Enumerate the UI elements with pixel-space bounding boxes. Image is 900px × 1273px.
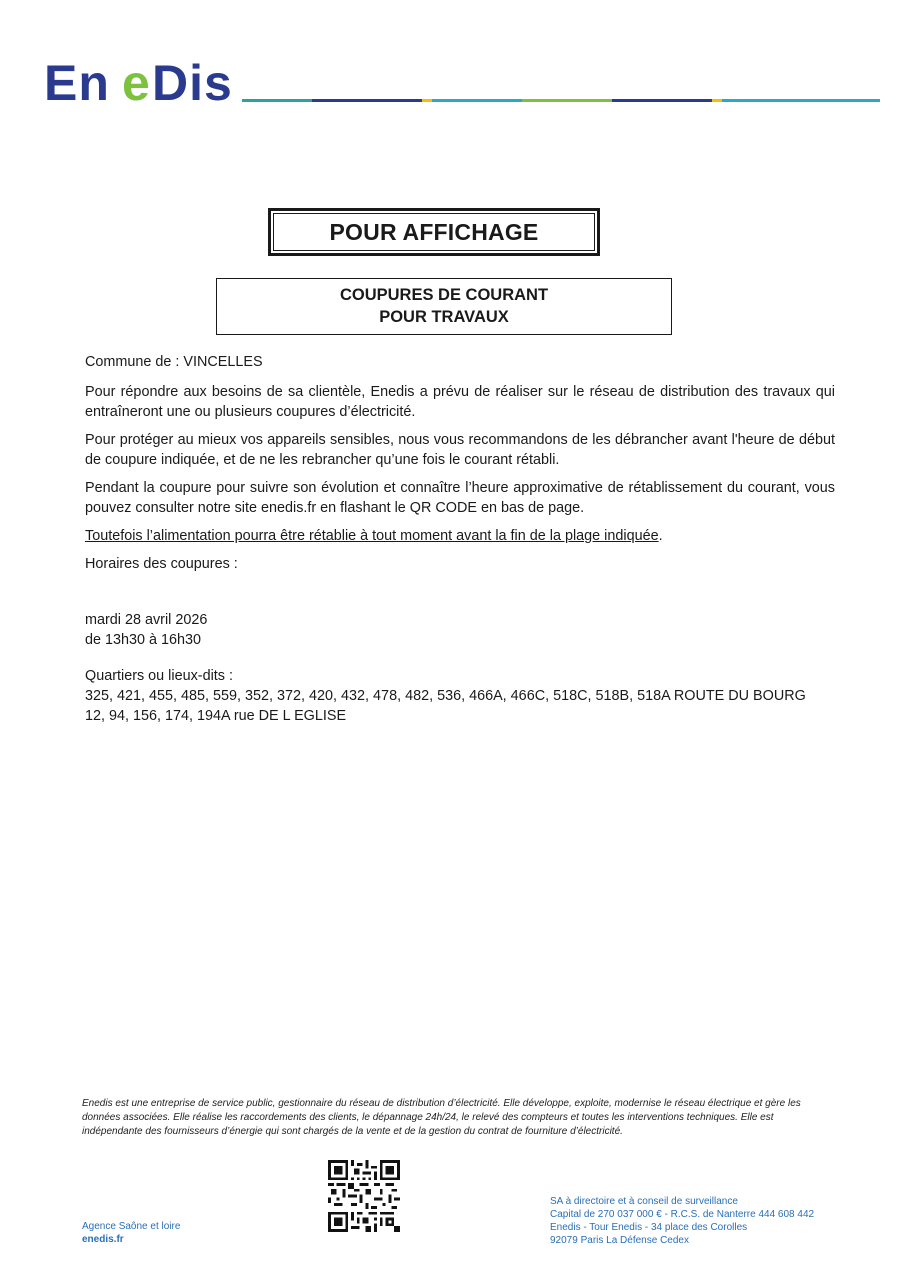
schedule-label: Horaires des coupures : [85, 556, 238, 572]
restore-warning-end: . [658, 528, 663, 544]
restore-warning-text: Toutefois l’alimentation pourra être rétablie à tout moment avant la fin de la plage indiquée [85, 528, 659, 544]
svg-text:Dis: Dis [152, 56, 233, 108]
notice-heading-box [216, 278, 672, 335]
protection-paragraph: Pour protéger au mieux vos appareils sensibles, nous vous recommandons de les débrancher avant l'heure de début de coupure indiquée, et de ne les rebrancher qu’une fois le courant rétabli. [85, 432, 835, 468]
outage-date: mardi 28 avril 2026 [85, 612, 208, 628]
company-line-4: 92079 Paris La Défense Cedex [550, 1235, 689, 1246]
company-info [550, 1195, 814, 1247]
poster-title-box [268, 208, 600, 256]
areas-line-1: 325, 421, 455, 485, 559, 352, 372, 420, 432, 478, 482, 536, 466A, 466C, 518C, 518B, 518A ROUTE DU BOURG [85, 688, 806, 704]
restore-warning [85, 526, 835, 546]
outage-time: de 13h30 à 16h30 [85, 632, 202, 648]
svg-text:e: e [122, 56, 150, 108]
company-line-1: SA à directoire et à conseil de surveillance [550, 1196, 738, 1207]
company-line-2: Capital de 270 037 000 € - R.C.S. de Nanterre 444 608 442 [550, 1209, 815, 1220]
agency-name: Agence Saône et loire [82, 1221, 181, 1232]
follow-paragraph: Pendant la coupure pour suivre son évolution et connaître l’heure approximative de rétablissement du courant, vous pouvez consulter notre site enedis.fr en flashant le QR CODE en bas de page. [85, 480, 835, 516]
notice-body [85, 352, 835, 726]
company-line-3: Enedis - Tour Enedis - 34 place des Corolles [550, 1222, 748, 1233]
header-rule [242, 99, 880, 103]
areas-line-2: 12, 94, 156, 174, 194A rue DE L EGLISE [85, 708, 347, 724]
legal-notice: Enedis est une entreprise de service public, gestionnaire du réseau de distribution d’électricité. Elle développe, exploite, modernise le réseau électrique et gère les données associées. Elle réalise les raccordements des clients, le dépannage 24h/24, le relevé des compteurs et toutes les interventions techniques. Elle est indépendante des fournisseurs d’énergie qui sont chargés de la vente et de la gestion du contrat de fourniture d’électricité. [82, 1098, 801, 1137]
commune-line: Commune de : VINCELLES [85, 354, 263, 370]
intro-paragraph: Pour répondre aux besoins de sa clientèle, Enedis a prévu de réaliser sur le réseau de distribution des travaux qui entraîneront une ou plusieurs coupures d’électricité. [85, 384, 835, 420]
agency-info [82, 1220, 180, 1246]
enedis-logo [44, 56, 239, 108]
notice-heading-line2: POUR TRAVAUX [379, 308, 509, 326]
poster-title: POUR AFFICHAGE [273, 213, 595, 251]
areas-label: Quartiers ou lieux-dits : [85, 668, 233, 684]
qr-code-icon[interactable] [328, 1160, 400, 1232]
agency-website-link[interactable]: enedis.fr [82, 1234, 124, 1245]
svg-text:En: En [44, 56, 110, 108]
notice-heading-line1: COUPURES DE COURANT [339, 286, 549, 304]
